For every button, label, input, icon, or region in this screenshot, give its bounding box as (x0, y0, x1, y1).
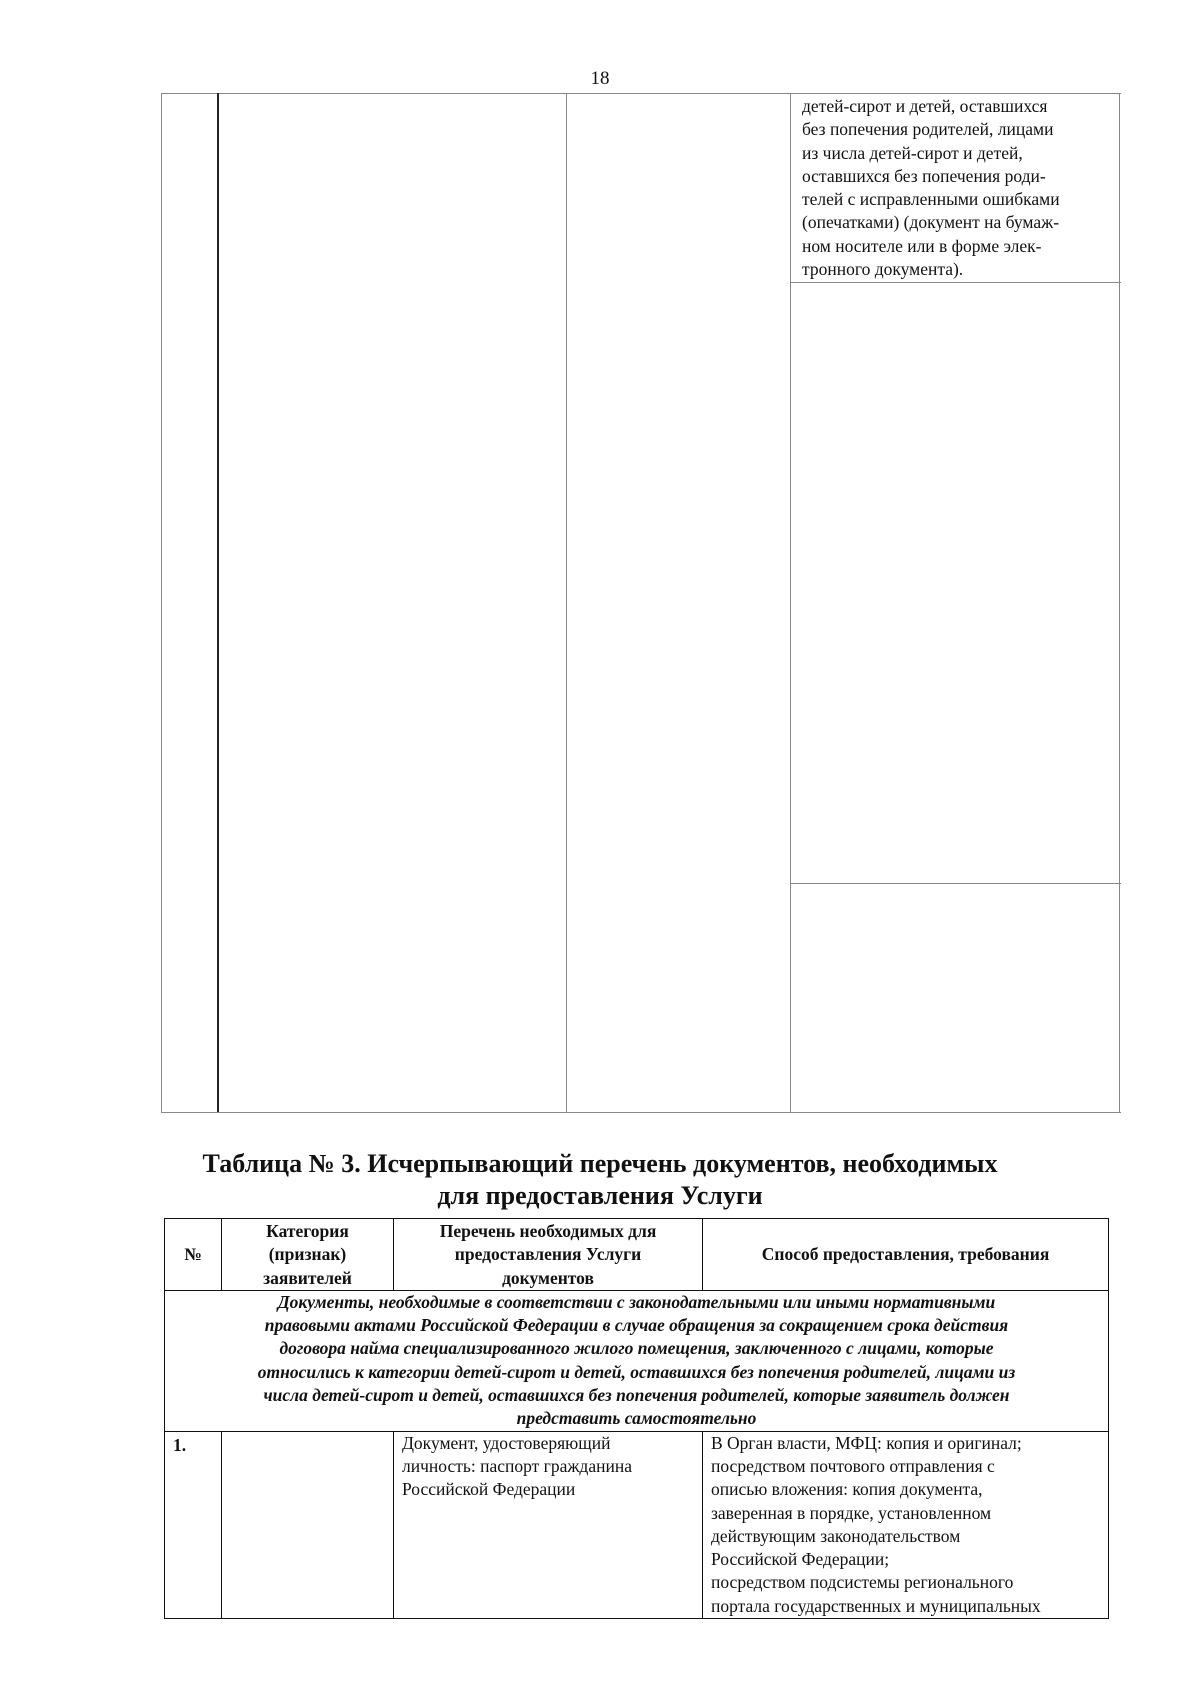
continuation-table (161, 93, 1121, 1113)
text-line: оставшихся без попечения роди- (802, 165, 1046, 186)
text-line: В Орган власти, МФЦ: копия и оригинал; (711, 1432, 1022, 1453)
title-line: Таблица № 3. Исчерпывающий перечень документов, необходимых (202, 1149, 998, 1178)
section-line: договора найма специализированного жилого помещения, заключенного с лицами, которые (279, 1338, 994, 1359)
column-divider (1119, 93, 1120, 1113)
section-line: Документы, необходимые в соответствии с законодательными или иными нормативными (277, 1291, 996, 1312)
text-line: детей-сирот и детей, оставшихся (802, 96, 1048, 116)
header-line: предоставления Услуги (454, 1244, 642, 1265)
text-line: Российской Федерации (402, 1479, 576, 1500)
text-line: из числа детей-сирот и детей, (802, 142, 1023, 163)
section-row (165, 1290, 1109, 1431)
page-number: 18 (590, 68, 610, 89)
header-line: документов (502, 1267, 594, 1288)
title-line: для предоставления Услуги (437, 1181, 763, 1210)
text-line: без попечения родителей, лицами (802, 119, 1054, 140)
text-line: Российской Федерации; (711, 1549, 890, 1570)
row-divider (790, 883, 1121, 884)
row-divider (790, 282, 1121, 283)
column-divider (566, 93, 567, 1113)
text-line: посредством подсистемы регионального (711, 1572, 1014, 1593)
section-line: правовыми актами Российской Федерации в случае обращения за сокращением срока действия (264, 1315, 1009, 1336)
row-number: 1. (165, 1431, 222, 1618)
header-row (165, 1219, 1109, 1291)
text-line: тронного документа). (802, 259, 964, 280)
text-line: личность: паспорт гражданина (402, 1455, 632, 1476)
text-line: портала государственных и муниципальных (711, 1595, 1041, 1616)
section-line: числа детей-сирот и детей, оставшихся без попечения родителей, которые заявитель должен (263, 1385, 1010, 1406)
text-line: описью вложения: копия документа, (711, 1479, 983, 1500)
text-line: (опечатками) (документ на бумаж- (802, 212, 1060, 233)
row-category (222, 1431, 394, 1618)
text-line: ном носителе или в форме элек- (802, 235, 1042, 256)
text-line: заверенная в порядке, установленном (711, 1502, 992, 1523)
section-line: относились к категории детей-сирот и детей, оставшихся без попечения родителей, лицами из (257, 1361, 1016, 1382)
header-line: Категория (266, 1221, 349, 1241)
row-document (394, 1431, 703, 1618)
continued-cell-text (802, 95, 1114, 281)
text-line: действующим законодательством (711, 1525, 961, 1546)
column-divider (217, 93, 219, 1113)
header-line: Перечень необходимых для (439, 1221, 657, 1241)
header-method: Способ предоставления, требования (703, 1219, 1109, 1291)
table-title (0, 1148, 1200, 1212)
header-num: № (165, 1219, 222, 1291)
header-category (222, 1219, 394, 1291)
text-line: телей с исправленными ошибками (802, 189, 1060, 210)
documents-table (164, 1218, 1109, 1619)
text-line: посредством почтового отправления с (711, 1455, 995, 1476)
table-border-top (161, 93, 1121, 94)
table-row (165, 1431, 1109, 1618)
table-border-bottom (161, 1112, 1121, 1113)
column-divider (790, 93, 791, 1113)
text-line: Документ, удостоверяющий (402, 1432, 611, 1453)
header-line: заявителей (263, 1267, 352, 1288)
row-method (703, 1431, 1109, 1618)
header-documents (394, 1219, 703, 1291)
header-line: (признак) (268, 1244, 347, 1265)
column-divider (161, 93, 162, 1113)
section-heading (165, 1290, 1109, 1431)
section-line: представить самостоятельно (516, 1408, 757, 1429)
